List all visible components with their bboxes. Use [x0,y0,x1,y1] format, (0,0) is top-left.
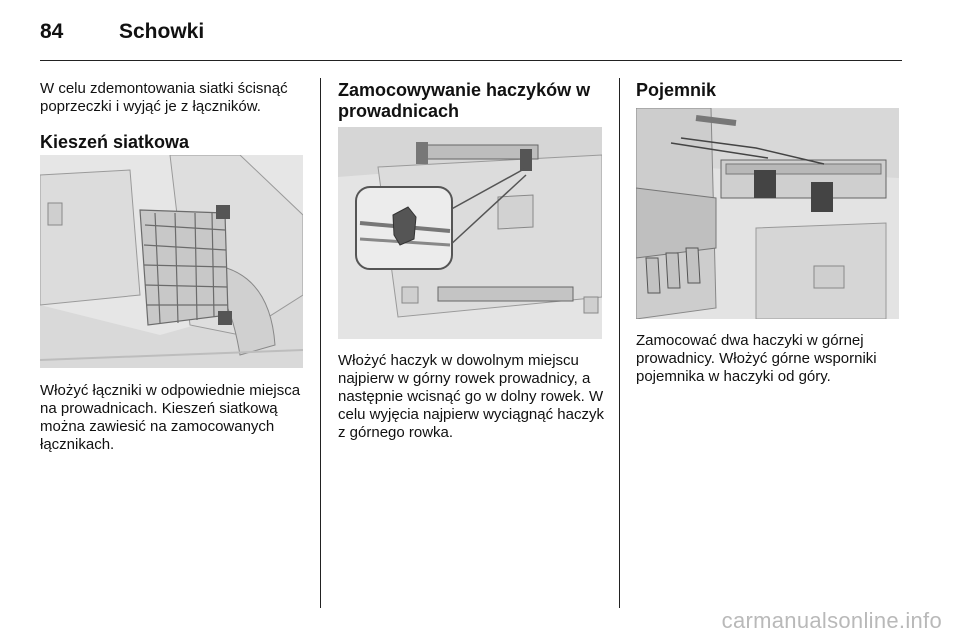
column-2 [338,80,608,122]
net-pocket-illustration [40,155,303,368]
section-heading-hooks: Zamocowywanie haczyków w prowadnicach [338,80,591,121]
watermark: carmanualsonline.info [721,608,942,633]
column-3-lower [636,332,904,386]
container-paragraph: Zamocować dwa haczyki w górnej prowadnicy. Włożyć górne wsporniki pojemnika w haczyki od góry. [636,332,877,385]
column-divider-1 [320,78,321,608]
hook-rail-illustration [338,127,602,339]
net-pocket-paragraph: Włożyć łączniki w odpowiednie miejsca na prowadnicach. Kieszeń siatkową można zawiesić na zamocowanych łącznikach. [40,382,301,453]
column-divider-2 [619,78,620,608]
page-header [40,20,902,62]
column-2-lower [338,352,608,442]
hooks-paragraph: Włożyć haczyk w dowolnym miejscu najpierw w górny rowek prowadnicy, a następnie wcisnąć go w dolny rowek. W celu wyjęcia najpierw wyciągnąć haczyk z górnego rowka. [338,352,604,441]
column-3 [636,80,904,101]
page-title: Schowki [119,20,205,43]
page-number: 84 [40,20,64,43]
intro-paragraph: W celu zdemontowania siatki ścisnąć poprzeczki i wyjąć je z łączników. [40,80,288,115]
column-1-lower [40,382,308,454]
section-heading-net-pocket: Kieszeń siatkowa [40,132,190,152]
container-illustration [636,108,899,319]
header-rule [40,60,902,61]
section-heading-container: Pojemnik [636,80,717,100]
column-1 [40,80,308,153]
